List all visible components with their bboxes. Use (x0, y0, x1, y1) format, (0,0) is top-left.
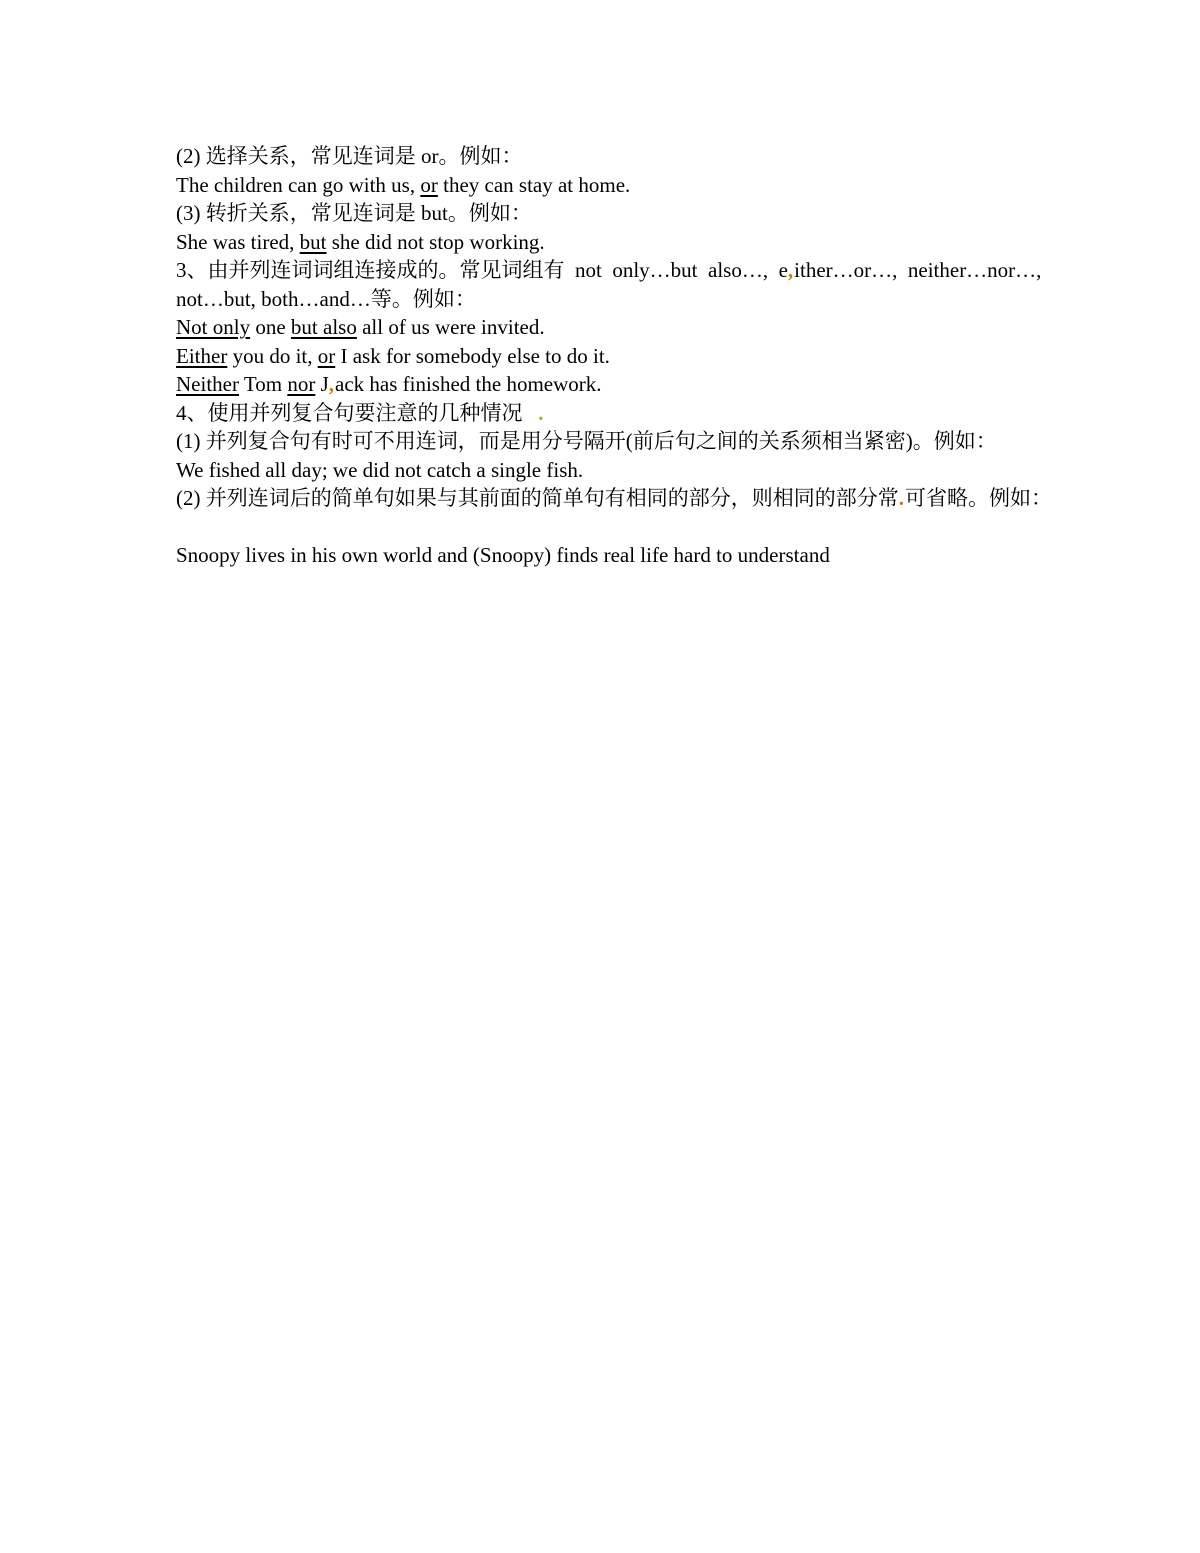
text-segment: (2) 选择关系，常见连词是 or。例如： (176, 144, 523, 168)
text-segment: Snoopy lives in his own world and (Snoopy) finds real life hard to understand (176, 543, 830, 567)
text-line (176, 199, 1036, 228)
text-line (176, 427, 1036, 456)
text-line (176, 370, 1036, 399)
text-segment: 可省略。例如： (904, 486, 1052, 510)
text-segment: one (250, 315, 291, 339)
text-segment: ither…or…, neither…nor…, (794, 258, 1042, 282)
underlined-conjunction: Either (176, 343, 228, 368)
text-segment: I ask for somebody else to do it. (335, 343, 610, 368)
underlined-conjunction: nor (287, 372, 316, 396)
text-segment: you do it, (227, 343, 318, 368)
text-segment: We fished all day; we did not catch a single fish. (176, 457, 584, 482)
underlined-conjunction: Neither (176, 372, 239, 396)
text-line (176, 171, 1036, 200)
document-text (176, 142, 1052, 570)
text-segment: The children can go with us, (176, 172, 421, 197)
stray-mark: . (898, 486, 905, 510)
blank-line (176, 513, 1036, 542)
underlined-conjunction: but also (290, 315, 357, 339)
text-segment: 3、由并列连词词组连接成的。常见词组有 not only…but also…, e (176, 258, 788, 282)
text-line (176, 399, 1036, 428)
stray-mark: , (787, 258, 795, 282)
text-segment: (3) 转折关系，常见连词是 but。例如： (176, 201, 532, 225)
underlined-conjunction: Not only (176, 315, 251, 339)
underlined-conjunction: or (420, 172, 438, 197)
text-segment: they can stay at home. (437, 172, 631, 197)
text-line (176, 256, 1042, 285)
text-line (176, 142, 1036, 171)
text-line (176, 228, 1036, 257)
text-segment: (1) 并列复合句有时可不用连词，而是用分号隔开(前后句之间的关系须相当紧密)。例如： (176, 429, 997, 453)
text-line (176, 313, 1036, 342)
text-line (176, 456, 1036, 485)
text-segment: She was tired, (176, 229, 300, 254)
underlined-conjunction: but (299, 229, 327, 254)
text-segment: all of us were invited. (356, 315, 545, 339)
text-line (176, 484, 1052, 513)
underlined-conjunction: or (317, 343, 336, 368)
text-segment: (2) 并列连词后的简单句如果与其前面的简单句有相同的部分，则相同的部分常 (176, 486, 899, 510)
stray-mark: , (328, 372, 335, 396)
stray-dot: . (538, 400, 544, 425)
text-segment: not…but, both…and…等。例如： (176, 286, 476, 311)
text-line (176, 342, 1036, 371)
text-segment: J (315, 372, 329, 396)
text-segment: ack has finished the homework. (335, 372, 602, 396)
text-segment: Tom (238, 372, 288, 396)
text-segment: 4、使用并列复合句要注意的几种情况 (176, 400, 539, 425)
text-line (176, 541, 1036, 570)
text-line (176, 285, 1036, 314)
text-segment: she did not stop working. (326, 229, 545, 254)
